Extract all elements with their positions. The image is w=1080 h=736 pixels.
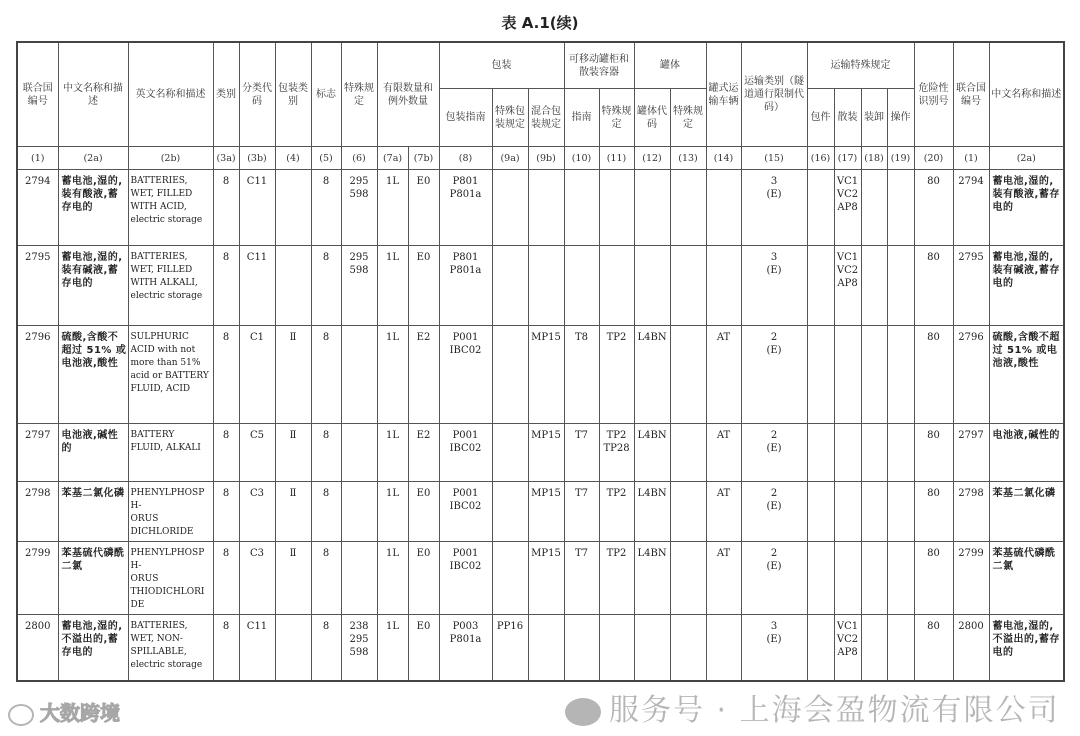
table-cell: [670, 615, 706, 681]
table-cell: E0: [408, 615, 439, 681]
column-number: (3b): [239, 147, 275, 170]
table-cell: 3 (E): [741, 246, 807, 326]
table-cell: 2797: [953, 424, 989, 482]
table-cell: [564, 615, 599, 681]
table-cell: [275, 246, 311, 326]
table-cell: [492, 170, 528, 246]
table-cell: 2794: [953, 170, 989, 246]
table-cell: 8: [213, 482, 239, 542]
table-cell: 蓄电池,湿的,不溢出的,蓄存电的: [58, 615, 128, 681]
table-cell: 硫酸,含酸不超过 51% 或电池液,酸性: [989, 326, 1064, 424]
table-cell: [807, 424, 834, 482]
table-cell: [807, 482, 834, 542]
table-cell: VC1 VC2 AP8: [834, 246, 861, 326]
table-cell: BATTERY FLUID, ALKALI: [128, 424, 213, 482]
table-cell: PHENYLPHOSPH- ORUS DICHLORIDE: [128, 482, 213, 542]
brand-watermark-text: 大数跨境: [40, 701, 120, 725]
table-title: 表 A.1(续): [501, 14, 579, 32]
table-cell: [887, 246, 914, 326]
table-cell: [861, 424, 887, 482]
table-cell: MP15: [528, 326, 564, 424]
table-row: [17, 615, 1064, 681]
table-cell: [634, 170, 670, 246]
table-cell: AT: [706, 542, 741, 615]
dangerous-goods-table: [16, 41, 1065, 682]
table-row: [17, 326, 1064, 424]
table-cell: TP2: [599, 542, 634, 615]
table-cell: 8: [311, 424, 341, 482]
table-cell: 8: [311, 615, 341, 681]
table-cell: [861, 542, 887, 615]
table-cell: 295 598: [341, 170, 377, 246]
table-cell: [861, 170, 887, 246]
table-cell: BATTERIES, WET, NON- SPILLABLE, electric storage: [128, 615, 213, 681]
table-cell: 电池液,碱性的: [58, 424, 128, 482]
table-cell: C5: [239, 424, 275, 482]
column-number: (6): [341, 147, 377, 170]
table-cell: 2 (E): [741, 482, 807, 542]
table-cell: MP15: [528, 542, 564, 615]
column-number: (14): [706, 147, 741, 170]
table-cell: C3: [239, 482, 275, 542]
table-cell: PHENYLPHOSPH- ORUS THIODICHLORIDE: [128, 542, 213, 615]
table-cell: [528, 170, 564, 246]
header-pack-instr: 包装指南: [439, 89, 492, 147]
table-cell: [807, 542, 834, 615]
table-cell: 295 598: [341, 246, 377, 326]
table-cell: [528, 246, 564, 326]
table-cell: 苯基硫代磷酰二氯: [58, 542, 128, 615]
table-cell: 2795: [17, 246, 58, 326]
header-mixed-pack: 混合包装规定: [528, 89, 564, 147]
column-number: (1): [953, 147, 989, 170]
table-cell: E2: [408, 326, 439, 424]
header-loading: 装卸: [861, 89, 887, 147]
column-number: (3a): [213, 147, 239, 170]
table-cell: 蓄电池,湿的,装有酸液,蓄存电的: [989, 170, 1064, 246]
table-cell: [341, 542, 377, 615]
table-cell: 8: [213, 170, 239, 246]
header-class-code: 分类代码: [239, 42, 275, 147]
header-pt-instr: 指南: [564, 89, 599, 147]
table-cell: 2800: [953, 615, 989, 681]
table-cell: [887, 615, 914, 681]
table-cell: [807, 246, 834, 326]
table-row: [17, 542, 1064, 615]
header-hazard-id: 危险性识别号: [914, 42, 953, 147]
table-cell: 1L: [377, 615, 408, 681]
table-cell: C11: [239, 246, 275, 326]
table-cell: P801 P801a: [439, 246, 492, 326]
column-number: (5): [311, 147, 341, 170]
header-packages: 包件: [807, 89, 834, 147]
table-cell: 80: [914, 326, 953, 424]
table-cell: 80: [914, 246, 953, 326]
table-cell: E0: [408, 246, 439, 326]
header-bulk: 散装: [834, 89, 861, 147]
table-cell: 1L: [377, 170, 408, 246]
table-cell: P001 IBC02: [439, 542, 492, 615]
column-number: (1): [17, 147, 58, 170]
table-cell: 8: [213, 615, 239, 681]
column-number: (9b): [528, 147, 564, 170]
header-un-no: 联合国编号: [17, 42, 58, 147]
table-cell: [341, 326, 377, 424]
header-transport-category: 运输类别（隧道通行限制代码）: [741, 42, 807, 147]
column-number: (17): [834, 147, 861, 170]
table-cell: [834, 542, 861, 615]
column-number: (11): [599, 147, 634, 170]
column-number: (15): [741, 147, 807, 170]
table-cell: 蓄电池,湿的,装有酸液,蓄存电的: [58, 170, 128, 246]
column-number-row: [17, 147, 1064, 170]
table-cell: [887, 424, 914, 482]
table-cell: 1L: [377, 326, 408, 424]
table-cell: [275, 170, 311, 246]
table-cell: C11: [239, 615, 275, 681]
table-cell: [670, 170, 706, 246]
table-cell: [834, 326, 861, 424]
header-tank-code: 罐体代码: [634, 89, 670, 147]
header-labels: 标志: [311, 42, 341, 147]
table-cell: [807, 326, 834, 424]
brand-watermark: [8, 700, 120, 726]
table-cell: MP15: [528, 424, 564, 482]
table-cell: 8: [213, 424, 239, 482]
table-cell: [670, 424, 706, 482]
table-cell: TP2 TP28: [599, 424, 634, 482]
header-class: 类别: [213, 42, 239, 147]
table-cell: [564, 246, 599, 326]
table-row: [17, 246, 1064, 326]
brand-logo-icon: [8, 704, 34, 726]
header-transport-special: 运输特殊规定: [807, 42, 914, 89]
table-cell: Ⅱ: [275, 482, 311, 542]
table-cell: [706, 615, 741, 681]
table-cell: 80: [914, 615, 953, 681]
table-cell: VC1 VC2 AP8: [834, 615, 861, 681]
table-cell: [492, 542, 528, 615]
table-cell: P001 IBC02: [439, 326, 492, 424]
header-special-provisions: 特殊规定: [341, 42, 377, 147]
table-cell: 1L: [377, 542, 408, 615]
table-cell: [492, 326, 528, 424]
table-cell: [599, 246, 634, 326]
table-cell: TP2: [599, 482, 634, 542]
header-packaging: 包装: [439, 42, 564, 89]
table-cell: [634, 615, 670, 681]
table-cell: [861, 246, 887, 326]
table-cell: Ⅱ: [275, 424, 311, 482]
column-number: (9a): [492, 147, 528, 170]
table-cell: P001 IBC02: [439, 482, 492, 542]
table-cell: AT: [706, 482, 741, 542]
table-cell: AT: [706, 326, 741, 424]
table-cell: 3 (E): [741, 615, 807, 681]
table-cell: 2798: [17, 482, 58, 542]
table-cell: [341, 424, 377, 482]
table-cell: [887, 326, 914, 424]
table-cell: VC1 VC2 AP8: [834, 170, 861, 246]
table-row: [17, 424, 1064, 482]
table-cell: C1: [239, 326, 275, 424]
table-cell: L4BN: [634, 424, 670, 482]
table-cell: [861, 482, 887, 542]
table-cell: [861, 326, 887, 424]
table-cell: [599, 170, 634, 246]
column-number: (2a): [58, 147, 128, 170]
table-cell: [834, 424, 861, 482]
table-cell: T7: [564, 424, 599, 482]
header-name-en: 英文名称和描述: [128, 42, 213, 147]
table-cell: [887, 542, 914, 615]
table-cell: PP16: [492, 615, 528, 681]
column-number: (10): [564, 147, 599, 170]
table-cell: 苯基二氯化磷: [58, 482, 128, 542]
table-cell: TP2: [599, 326, 634, 424]
header-name-zh-2: 中文名称和描述: [989, 42, 1064, 147]
table-cell: E0: [408, 482, 439, 542]
table-cell: [706, 170, 741, 246]
table-cell: L4BN: [634, 326, 670, 424]
table-cell: [706, 246, 741, 326]
table-cell: 电池液,碱性的: [989, 424, 1064, 482]
header-tank-special: 特殊规定: [670, 89, 706, 147]
table-cell: E0: [408, 170, 439, 246]
table-cell: P001 IBC02: [439, 424, 492, 482]
column-number: (4): [275, 147, 311, 170]
table-cell: 2 (E): [741, 424, 807, 482]
table-cell: [599, 615, 634, 681]
table-cell: P801 P801a: [439, 170, 492, 246]
table-row: [17, 482, 1064, 542]
table-cell: 蓄电池,湿的,装有碱液,蓄存电的: [989, 246, 1064, 326]
table-cell: 8: [213, 246, 239, 326]
table-cell: 1L: [377, 246, 408, 326]
table-cell: E0: [408, 542, 439, 615]
table-cell: Ⅱ: [275, 326, 311, 424]
table-cell: 8: [311, 542, 341, 615]
table-cell: Ⅱ: [275, 542, 311, 615]
table-cell: 80: [914, 424, 953, 482]
table-cell: 80: [914, 482, 953, 542]
table-cell: 3 (E): [741, 170, 807, 246]
table-cell: AT: [706, 424, 741, 482]
table-cell: 2 (E): [741, 542, 807, 615]
table-cell: MP15: [528, 482, 564, 542]
table-cell: 2800: [17, 615, 58, 681]
table-cell: [807, 170, 834, 246]
table-cell: SULPHURIC ACID with not more than 51% acid or BATTERY FLUID, ACID: [128, 326, 213, 424]
table-cell: 2799: [953, 542, 989, 615]
header-tanks: 罐体: [634, 42, 706, 89]
column-number: (7b): [408, 147, 439, 170]
table-cell: [492, 482, 528, 542]
service-watermark: [565, 694, 1060, 728]
header-packing-group: 包装类别: [275, 42, 311, 147]
column-number: (8): [439, 147, 492, 170]
header-un-no-2: 联合国编号: [953, 42, 989, 147]
header-portable-tanks: 可移动罐柜和散装容器: [564, 42, 634, 89]
header-operation: 操作: [887, 89, 914, 147]
header-pt-special: 特殊规定: [599, 89, 634, 147]
table-cell: 8: [311, 326, 341, 424]
table-cell: 2794: [17, 170, 58, 246]
table-cell: BATTERIES, WET, FILLED WITH ACID, electric storage: [128, 170, 213, 246]
table-cell: [834, 482, 861, 542]
table-cell: 2798: [953, 482, 989, 542]
table-cell: [528, 615, 564, 681]
table-cell: BATTERIES, WET, FILLED WITH ALKALI, electric storage: [128, 246, 213, 326]
table-cell: 2799: [17, 542, 58, 615]
table-cell: L4BN: [634, 482, 670, 542]
table-cell: 8: [311, 246, 341, 326]
table-cell: [670, 542, 706, 615]
table-cell: 苯基硫代磷酰二氯: [989, 542, 1064, 615]
table-cell: [275, 615, 311, 681]
table-cell: E2: [408, 424, 439, 482]
table-cell: 2796: [953, 326, 989, 424]
table-cell: 苯基二氯化磷: [989, 482, 1064, 542]
table-row: [17, 170, 1064, 246]
table-cell: T8: [564, 326, 599, 424]
table-cell: [887, 482, 914, 542]
column-number: (2b): [128, 147, 213, 170]
header-pack-special: 特殊包装规定: [492, 89, 528, 147]
table-cell: 80: [914, 170, 953, 246]
column-number: (19): [887, 147, 914, 170]
table-cell: 2796: [17, 326, 58, 424]
table-cell: 硫酸,含酸不超过 51% 或电池液,酸性: [58, 326, 128, 424]
table-cell: [634, 246, 670, 326]
table-cell: [341, 482, 377, 542]
table-cell: 蓄电池,湿的,不溢出的,蓄存电的: [989, 615, 1064, 681]
table-cell: 8: [213, 542, 239, 615]
table-cell: 蓄电池,湿的,装有碱液,蓄存电的: [58, 246, 128, 326]
table-cell: 80: [914, 542, 953, 615]
table-cell: [670, 482, 706, 542]
wechat-icon: [565, 698, 601, 726]
table-cell: 1L: [377, 424, 408, 482]
table-cell: L4BN: [634, 542, 670, 615]
column-number: (7a): [377, 147, 408, 170]
table-cell: 2795: [953, 246, 989, 326]
header-name-zh: 中文名称和描述: [58, 42, 128, 147]
table-cell: [887, 170, 914, 246]
table-cell: 238 295 598: [341, 615, 377, 681]
table-cell: [492, 246, 528, 326]
column-number: (18): [861, 147, 887, 170]
table-cell: 8: [213, 326, 239, 424]
header-limited-quantity: 有限数量和例外数量: [377, 42, 439, 147]
table-cell: T7: [564, 482, 599, 542]
table-cell: 8: [311, 170, 341, 246]
table-cell: C3: [239, 542, 275, 615]
table-cell: [670, 246, 706, 326]
column-number: (16): [807, 147, 834, 170]
column-number: (20): [914, 147, 953, 170]
table-cell: 8: [311, 482, 341, 542]
table-cell: T7: [564, 542, 599, 615]
table-cell: C11: [239, 170, 275, 246]
table-cell: [861, 615, 887, 681]
table-cell: [564, 170, 599, 246]
table-cell: 2 (E): [741, 326, 807, 424]
table-cell: [807, 615, 834, 681]
column-number: (13): [670, 147, 706, 170]
table-cell: [670, 326, 706, 424]
column-number: (12): [634, 147, 670, 170]
table-cell: P003 P801a: [439, 615, 492, 681]
column-number: (2a): [989, 147, 1064, 170]
table-cell: 1L: [377, 482, 408, 542]
header-tank-vehicle: 罐式运输车辆: [706, 42, 741, 147]
service-watermark-text: 服务号 · 上海会盈物流有限公司: [609, 693, 1060, 728]
table-cell: [492, 424, 528, 482]
table-cell: 2797: [17, 424, 58, 482]
